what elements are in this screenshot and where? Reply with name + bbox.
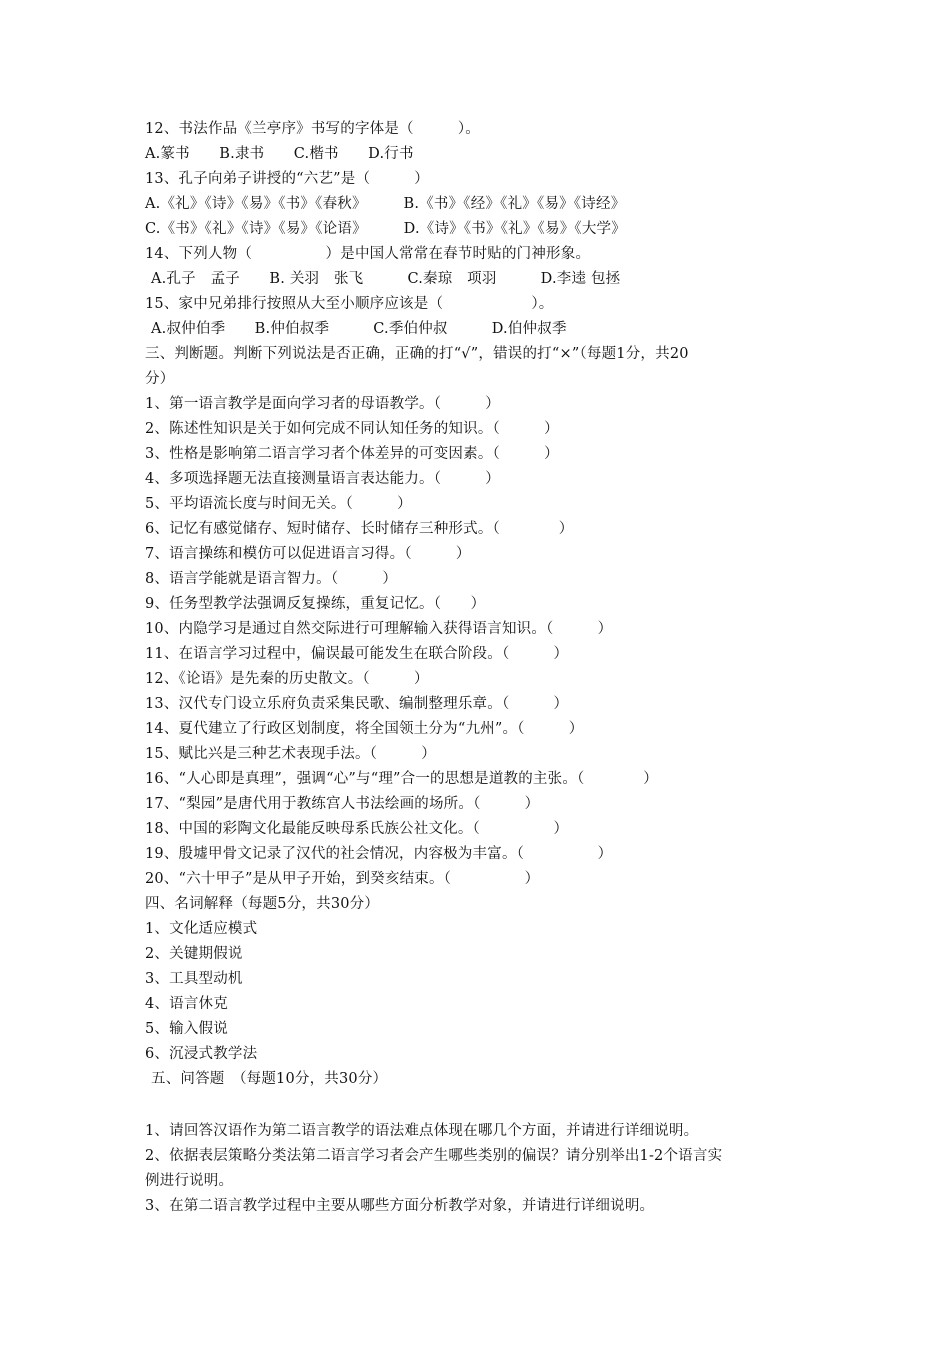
question-15-options: A.叔仲伯季 B.仲伯叔季 C.季伯仲叔 D.伯仲叔季	[151, 321, 567, 337]
term-item: 3、工具型动机	[145, 971, 243, 987]
tf-item: 14、夏代建立了行政区划制度，将全国领土分为“九州”。（ ）	[145, 721, 584, 737]
tf-item: 19、殷墟甲骨文记录了汉代的社会情况，内容极为丰富。（ ）	[145, 846, 613, 862]
qa-question-2-cont: 例进行说明。	[145, 1173, 234, 1189]
tf-item: 17、“梨园”是唐代用于教练宫人书法绘画的场所。（ ）	[145, 796, 540, 812]
term-item: 2、关键期假说	[145, 946, 243, 962]
section-4-heading: 四、名词解释（每题5分，共30分）	[145, 896, 380, 912]
tf-item: 13、汉代专门设立乐府负责采集民歌、编制整理乐章。（ ）	[145, 696, 569, 712]
qa-question-2: 2、依据表层策略分类法第二语言学习者会产生哪些类别的偏误？请分别举出1-2个语言实	[145, 1148, 723, 1164]
question-14: 14、下列人物（ ）是中国人常常在春节时贴的门神形象。	[145, 246, 591, 262]
question-12-options: A.篆书 B.隶书 C.楷书 D.行书	[145, 146, 414, 162]
tf-item: 2、陈述性知识是关于如何完成不同认知任务的知识。（ ）	[145, 421, 559, 437]
tf-item: 10、内隐学习是通过自然交际进行可理解输入获得语言知识。（ ）	[145, 621, 613, 637]
question-14-options: A.孔子 孟子 B. 关羽 张飞 C.秦琼 项羽 D.李逵 包拯	[151, 271, 621, 287]
term-item: 1、文化适应模式	[145, 921, 258, 937]
tf-item: 5、平均语流长度与时间无关。（ ）	[145, 496, 412, 512]
question-13-options-cd: C.《书》《礼》《诗》《易》《论语》 D.《诗》《书》《礼》《易》《大学》	[145, 221, 626, 237]
term-item: 4、语言休克	[145, 996, 228, 1012]
tf-item: 15、赋比兴是三种艺术表现手法。（ ）	[145, 746, 436, 762]
tf-item: 12、《论语》是先秦的历史散文。（ ）	[145, 671, 429, 687]
term-item: 6、沉浸式教学法	[145, 1046, 258, 1062]
section-5-heading: 五、问答题 （每题10分，共30分）	[151, 1071, 388, 1087]
question-12: 12、书法作品《兰亭序》书写的字体是（ ）。	[145, 121, 480, 137]
tf-item: 7、语言操练和模仿可以促进语言习得。（ ）	[145, 546, 471, 562]
tf-item: 3、性格是影响第二语言学习者个体差异的可变因素。（ ）	[145, 446, 559, 462]
tf-item: 9、任务型教学法强调反复操练，重复记忆。（ ）	[145, 596, 486, 612]
qa-question-3: 3、在第二语言教学过程中主要从哪些方面分析教学对象，并请进行详细说明。	[145, 1198, 655, 1214]
tf-item: 1、第一语言教学是面向学习者的母语教学。（ ）	[145, 396, 500, 412]
question-13-options-ab: A.《礼》《诗》《易》《书》《春秋》 B.《书》《经》《礼》《易》《诗经》	[145, 196, 626, 212]
section-3-heading: 三、判断题。判断下列说法是否正确，正确的打“√”，错误的打“×”（每题1分，共20	[145, 346, 689, 362]
qa-question-1: 1、请回答汉语作为第二语言教学的语法难点体现在哪几个方面，并请进行详细说明。	[145, 1123, 699, 1139]
tf-item: 16、“人心即是真理”，强调“心”与“理”合一的思想是道教的主张。（ ）	[145, 771, 658, 787]
tf-item: 8、语言学能就是语言智力。（ ）	[145, 571, 398, 587]
tf-item: 20、“六十甲子”是从甲子开始，到癸亥结束。（ ）	[145, 871, 540, 887]
question-15: 15、家中兄弟排行按照从大至小顺序应该是（ ）。	[145, 296, 554, 312]
tf-item: 6、记忆有感觉储存、短时储存、长时储存三种形式。（ ）	[145, 521, 574, 537]
tf-item: 11、在语言学习过程中，偏误最可能发生在联合阶段。（ ）	[145, 646, 569, 662]
tf-item: 4、多项选择题无法直接测量语言表达能力。（ ）	[145, 471, 500, 487]
tf-item: 18、中国的彩陶文化最能反映母系氏族公社文化。（ ）	[145, 821, 569, 837]
section-3-heading-cont: 分）	[145, 371, 175, 387]
question-13: 13、孔子向弟子讲授的“六艺”是（ ）	[145, 171, 429, 187]
term-item: 5、输入假说	[145, 1021, 228, 1037]
